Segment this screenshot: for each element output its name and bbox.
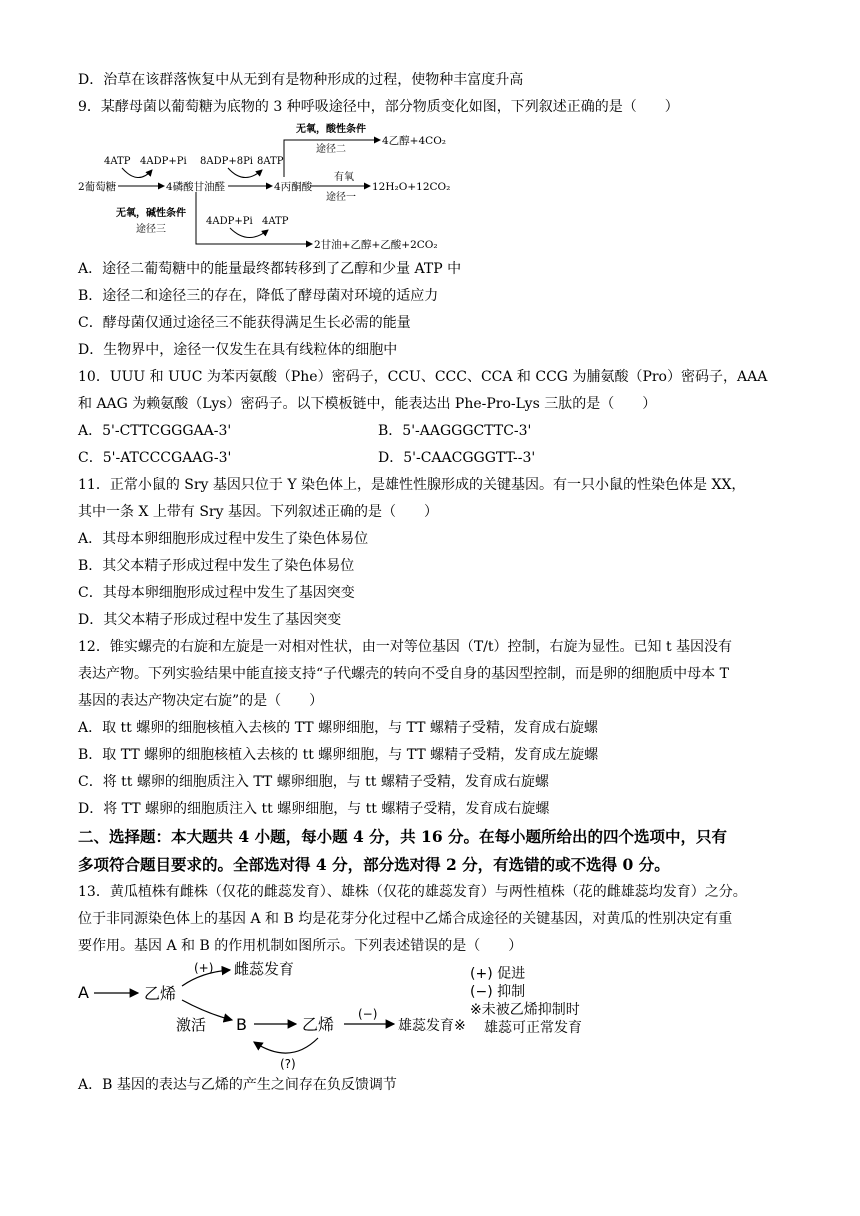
- ethylene-label-1: 乙烯: [144, 984, 177, 1003]
- atp-out-label: 8ATP: [257, 156, 284, 167]
- q11-option-b: B．其父本精子形成过程中发生了染色体易位: [78, 558, 355, 574]
- pathway1-condition: 有氧: [334, 172, 354, 183]
- pistil-development-label: 雌蕊发育: [234, 960, 295, 978]
- q9-option-d: D．生物界中，途径一仅发生在具有线粒体的细胞中: [78, 342, 398, 358]
- q9-stem: 9．某酵母菌以葡萄糖为底物的 3 种呼吸途径中，部分物质变化如图，下列叙述正确的是（ ）: [78, 99, 679, 115]
- legend-note-line1: ※未被乙烯抑制时: [470, 1002, 580, 1018]
- q12-stem-line2: 表达产物。下列实验结果中能直接支持“子代螺壳的转向不受自身的基因型控制，而是卵的细胞质中母本 T: [78, 666, 729, 682]
- q10-option-c: C．5'-ATCCCGAAG-3': [78, 450, 232, 466]
- activate-label: 激活: [176, 1016, 207, 1034]
- legend-note-line2: 雄蕊可正常发育: [484, 1020, 582, 1036]
- adp3-label: 4ADP+Pi: [206, 216, 253, 227]
- pathway2-label: 途径二: [316, 144, 346, 155]
- pathway2-condition: 无氧，酸性条件: [296, 124, 366, 135]
- legend-inhibit: (−) 抑制: [470, 984, 526, 1000]
- inhibit-sign: (−): [358, 1007, 378, 1021]
- pathway1-label: 途径一: [326, 192, 356, 203]
- pathway3-product: 2甘油+乙醇+乙酸+2CO₂: [314, 239, 438, 251]
- glucose-label: 2葡萄糖: [78, 181, 117, 193]
- q13-stem-line1: 13．黄瓜植株有雌株（仅花的雌蕊发育）、雄株（仅花的雄蕊发育）与两性植株（花的雌雄蕊均发育）之分。: [78, 884, 747, 900]
- feedback-question: (?): [280, 1057, 296, 1071]
- q10-stem-line2: 和 AAG 为赖氨酸（Lys）密码子。以下模板链中，能表达出 Phe-Pro-Lys 三肽的是（ ）: [78, 396, 657, 412]
- pathway3-condition: 无氧，碱性条件: [116, 208, 186, 219]
- q13-ethylene-diagram: [78, 958, 618, 1074]
- ethylene-label-2: 乙烯: [302, 1015, 335, 1034]
- section2-heading-line1: 二、选择题：本大题共 4 小题，每小题 4 分，共 16 分。在每小题所给出的四个选项中，只有: [78, 827, 728, 846]
- q9-option-a: A．途径二葡萄糖中的能量最终都转移到了乙醇和少量 ATP 中: [78, 261, 462, 277]
- q9-option-c: C．酵母菌仅通过途径三不能获得满足生长必需的能量: [78, 315, 411, 331]
- q11-stem-line1: 11．正常小鼠的 Sry 基因只位于 Y 染色体上，是雄性性腺形成的关键基因。有一只小鼠的性染色体是 XX，: [78, 477, 746, 493]
- gene-a-label: A: [78, 983, 89, 1002]
- stamen-development-label: 雄蕊发育※: [398, 1018, 466, 1034]
- section2-heading-line2: 多项符合题目要求的。全部选对得 4 分，部分选对得 2 分，有选错的或不选得 0 分。: [78, 855, 670, 874]
- q10-option-d: D．5'-CAACGGGTT--3': [378, 450, 536, 466]
- adp-in-label: 8ADP+8Pi: [200, 156, 253, 167]
- q11-option-c: C．其母本卵细胞形成过程中发生了基因突变: [78, 585, 355, 601]
- q12-option-b: B．取 TT 螺卵的细胞核植入去核的 tt 螺卵细胞，与 TT 螺精子受精，发育成左旋螺: [78, 747, 599, 763]
- q10-option-b: B．5'-AAGGGCTTC-3': [378, 423, 532, 439]
- q13-stem-line3: 要作用。基因 A 和 B 的作用机制如图所示。下列表述错误的是（ ）: [78, 938, 523, 954]
- g3p-label: 4磷酸甘油醛: [166, 181, 226, 193]
- pathway3-label: 途径三: [136, 224, 166, 235]
- q11-option-d: D．其父本精子形成过程中发生了基因突变: [78, 612, 342, 628]
- q8-option-d: D．治草在该群落恢复中从无到有是物种形成的过程，使物种丰富度升高: [78, 72, 524, 88]
- q13-stem-line2: 位于非同源染色体上的基因 A 和 B 均是花芽分化过程中乙烯合成途径的关键基因，对黄瓜的性别决定有重: [78, 911, 733, 927]
- pyruvate-label: 4丙酮酸: [274, 181, 313, 193]
- q13-option-a: A．B 基因的表达与乙烯的产生之间存在负反馈调节: [78, 1077, 397, 1093]
- q11-option-a: A．其母本卵细胞形成过程中发生了染色体易位: [78, 531, 369, 547]
- q10-option-a: A．5'-CTTCGGGAA-3': [78, 423, 232, 439]
- q11-stem-line2: 其中一条 X 上带有 Sry 基因。下列叙述正确的是（ ）: [78, 504, 438, 520]
- q9-option-b: B．途径二和途径三的存在，降低了酵母菌对环境的适应力: [78, 288, 439, 304]
- pathway1-product: 12H₂O+12CO₂: [372, 181, 451, 193]
- atp-in-label: 4ATP: [104, 156, 131, 167]
- q12-option-c: C．将 tt 螺卵的细胞质注入 TT 螺卵细胞，与 tt 螺精子受精，发育成右旋螺: [78, 774, 549, 790]
- promote-sign: (+): [194, 961, 214, 975]
- adp-out-label: 4ADP+Pi: [140, 156, 187, 167]
- q9-respiration-diagram: [78, 120, 458, 255]
- gene-b-label: B: [236, 1015, 247, 1034]
- pathway2-product: 4乙醇+4CO₂: [382, 135, 447, 147]
- q12-stem-line1: 12．锥实螺壳的右旋和左旋是一对相对性状，由一对等位基因（T/t）控制，右旋为显性。已知 t 基因没有: [78, 639, 733, 655]
- legend-promote: (+) 促进: [470, 966, 526, 982]
- atp3-label: 4ATP: [262, 216, 289, 227]
- q12-stem-line3: 基因的表达产物决定右旋”的是（ ）: [78, 693, 324, 709]
- q12-option-d: D．将 TT 螺卵的细胞质注入 tt 螺卵细胞，与 tt 螺精子受精，发育成右旋螺: [78, 801, 550, 817]
- q10-stem-line1: 10．UUU 和 UUC 为苯丙氨酸（Phe）密码子，CCU、CCC、CCA 和 CCG 为脯氨酸（Pro）密码子，AAA: [78, 369, 768, 385]
- q12-option-a: A．取 tt 螺卵的细胞核植入去核的 TT 螺卵细胞，与 TT 螺精子受精，发育成右旋螺: [78, 720, 598, 736]
